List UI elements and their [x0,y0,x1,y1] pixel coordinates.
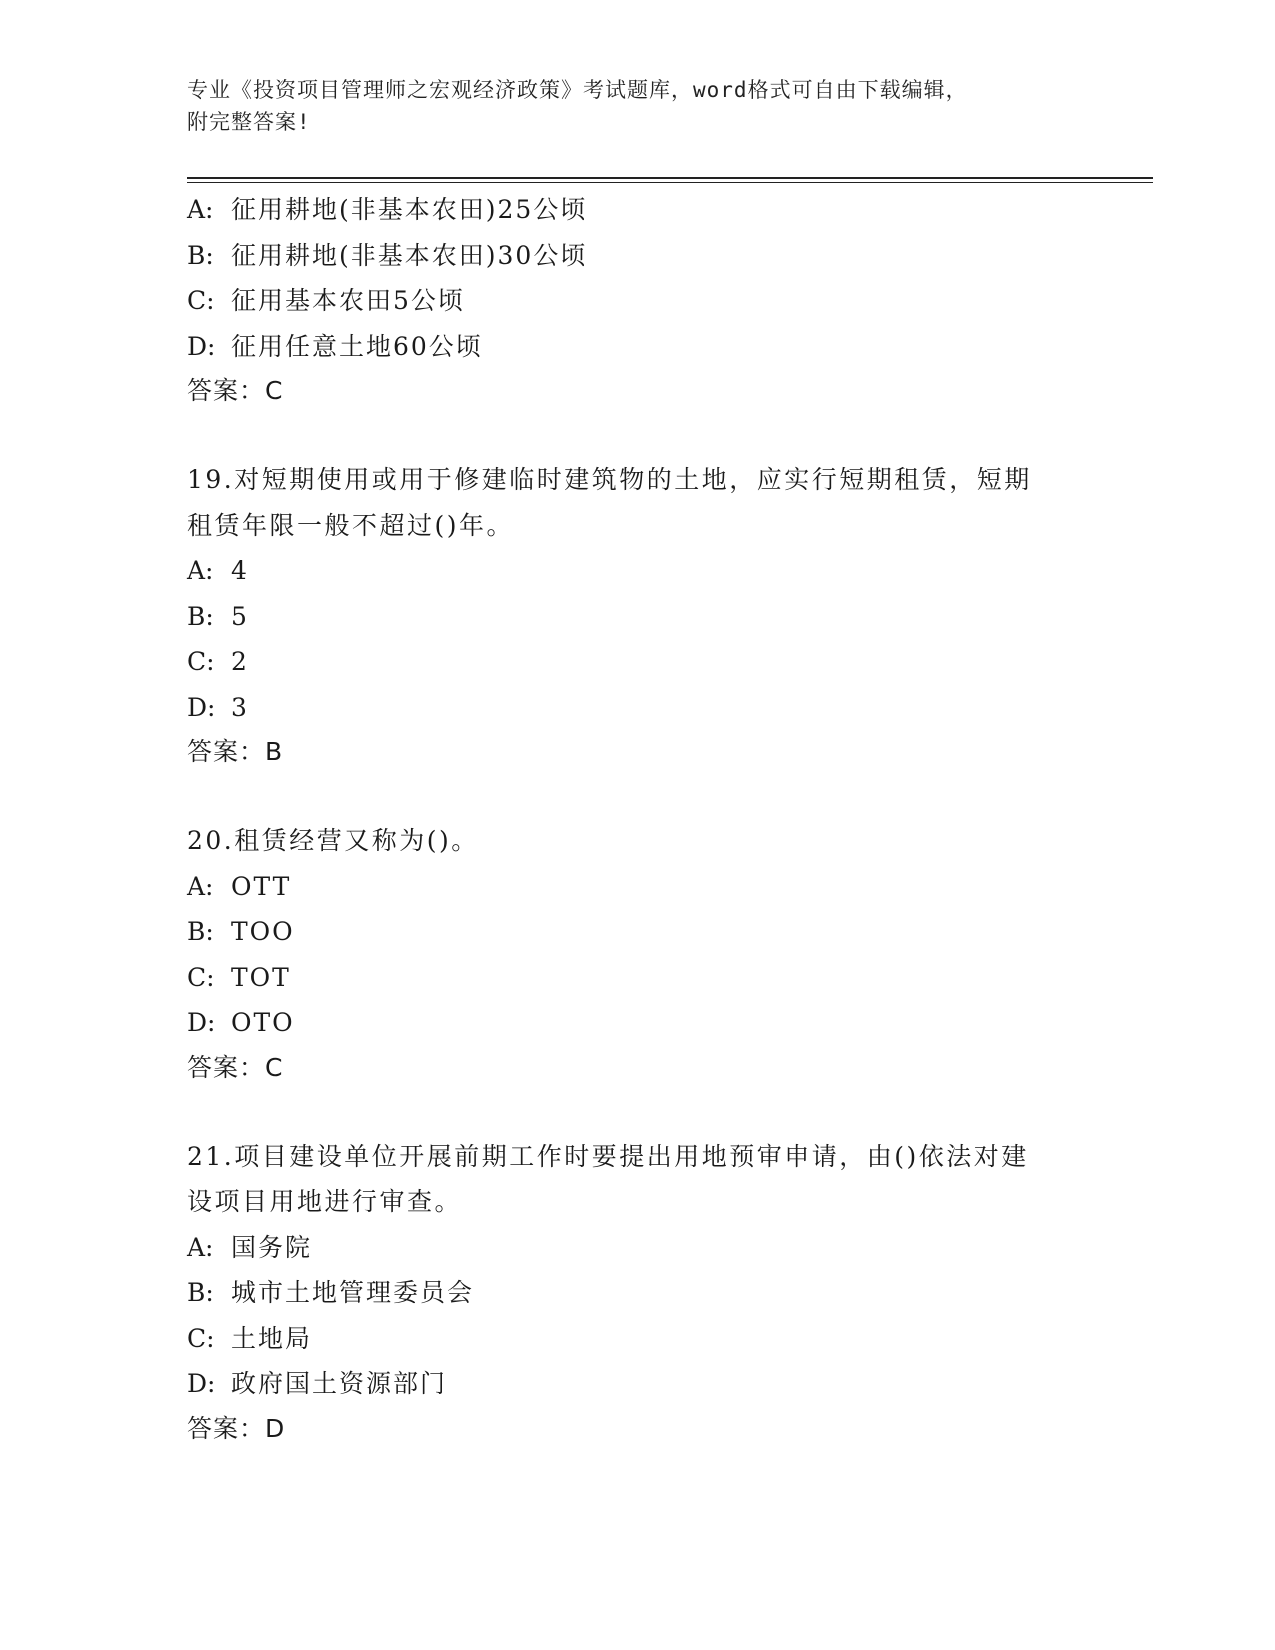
answer-line: 答案：B [187,737,284,766]
option-text: 征用任意土地60公顷 [231,331,483,361]
answer-line: 答案：C [187,1052,284,1082]
question-line-2: 设项目用地进行审查。 [187,1187,463,1216]
option-letter: C: [187,962,215,992]
option-letter: B: [187,1278,214,1307]
answer-line: 答案：C [187,376,284,405]
option-letter: D: [187,331,216,361]
spacer [187,1090,1087,1134]
option-letter: C: [187,286,215,315]
option-text: 征用耕地(非基本农田)30公顷 [231,240,588,270]
question-21 [187,1134,1087,1451]
question-20 [187,818,1087,1090]
option-text: 土地局 [231,1323,313,1353]
option-a [187,187,1087,233]
option-text: OTO [231,1008,295,1037]
option-letter: D: [187,1369,216,1398]
option-c [187,278,1087,324]
question-list [187,187,1087,1451]
option-c [187,955,1087,1001]
header-line-2: 附完整答案! [187,110,311,134]
document-header [187,74,1067,138]
header-divider-thick [187,177,1153,179]
option-text: 征用基本农田5公顷 [231,286,465,315]
spacer [187,413,1087,457]
option-b [187,233,1087,279]
question-text [187,818,1067,864]
answer-line: 答案：D [187,1413,286,1443]
option-text: 征用耕地(非基本农田)25公顷 [231,195,588,224]
question-line-1: 20.租赁经营又称为()。 [187,826,479,855]
option-letter: D: [187,1008,216,1037]
option-text: OTT [231,871,292,901]
question-19 [187,457,1087,774]
option-letter: B: [187,240,214,270]
option-d [187,324,1087,370]
option-d [187,1000,1087,1046]
option-letter: A: [187,871,214,901]
option-text: 城市土地管理委员会 [231,1278,475,1307]
option-text: 2 [231,647,249,676]
option-a [187,1225,1087,1271]
question-text [187,457,1067,548]
option-text: TOT [231,962,291,992]
option-c [187,1316,1087,1362]
question-line-2: 租赁年限一般不超过()年。 [187,510,515,540]
option-text: 国务院 [231,1232,313,1262]
question-line-1: 21.项目建设单位开展前期工作时要提出用地预审申请，由()依法对建 [187,1141,1029,1171]
option-d [187,685,1087,731]
option-letter: D: [187,692,216,722]
question-18 [187,187,1087,413]
option-b [187,909,1087,955]
option-letter: B: [187,601,214,631]
option-text: 政府国土资源部门 [231,1369,448,1398]
option-text: 3 [231,692,249,722]
question-text [187,1134,1067,1225]
option-letter: A: [187,195,214,224]
option-b [187,1270,1087,1316]
header-line-1: 专业《投资项目管理师之宏观经济政策》考试题库，word格式可自由下载编辑， [187,78,968,102]
spacer [187,774,1087,818]
question-line-1: 19.对短期使用或用于修建临时建筑物的土地，应实行短期租赁，短期 [187,465,1032,494]
option-text: 5 [231,601,249,631]
option-d [187,1361,1087,1407]
header-divider-thin [187,182,1153,183]
option-text: 4 [231,556,249,585]
option-letter: C: [187,647,215,676]
option-a [187,548,1087,594]
option-letter: C: [187,1323,215,1353]
option-letter: A: [187,1232,214,1262]
option-b [187,594,1087,640]
option-c [187,639,1087,685]
option-letter: A: [187,556,214,585]
option-letter: B: [187,917,214,946]
option-a [187,864,1087,910]
option-text: TOO [231,917,295,946]
